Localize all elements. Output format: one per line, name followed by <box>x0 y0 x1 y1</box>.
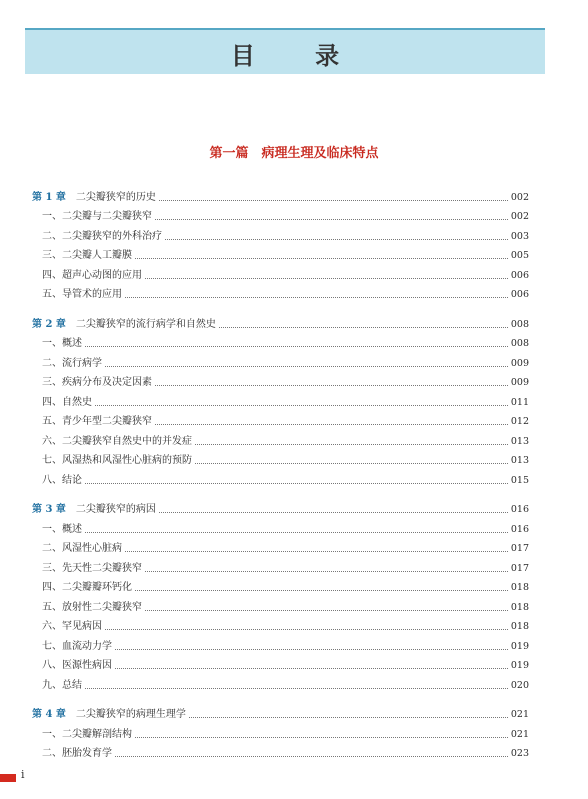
chapter-number: 第 2 章 <box>32 318 66 330</box>
section-page-number: 019 <box>510 660 529 671</box>
section-title: 四、自然史 <box>42 396 92 408</box>
dot-leader <box>145 570 508 572</box>
dot-leader <box>145 609 508 611</box>
section-page-number: 016 <box>510 523 529 535</box>
section-page-number: 018 <box>510 601 529 613</box>
toc-section-entry[interactable] <box>32 741 529 761</box>
chapter-page-number: 002 <box>510 191 529 203</box>
toc-section-entry[interactable] <box>32 204 529 224</box>
section-page-number: 018 <box>510 582 529 593</box>
section-title: 九、总结 <box>42 679 82 691</box>
chapter-number: 第 3 章 <box>32 504 66 515</box>
toc-section-entry[interactable] <box>32 575 529 595</box>
dot-leader <box>155 218 508 220</box>
toc-chapter-block <box>32 311 529 487</box>
toc-section-entry[interactable] <box>32 448 529 468</box>
section-title: 六、二尖瓣狭窄自然史中的并发症 <box>42 435 192 447</box>
section-title: 一、概述 <box>42 523 82 535</box>
chapter-page-number: 008 <box>510 318 529 330</box>
footer-page-number: i <box>21 768 25 781</box>
section-page-number: 015 <box>510 474 529 486</box>
section-title: 四、二尖瓣瓣环钙化 <box>42 582 132 593</box>
section-title: 五、导管术的应用 <box>42 289 122 300</box>
section-title: 八、结论 <box>42 474 82 486</box>
section-page-number: 020 <box>510 679 529 691</box>
toc-section-entry[interactable] <box>32 467 529 487</box>
dot-leader <box>115 755 508 757</box>
section-title: 一、二尖瓣与二尖瓣狭窄 <box>42 211 152 222</box>
toc-section-entry[interactable] <box>32 262 529 282</box>
toc-section-entry[interactable] <box>32 516 529 536</box>
section-title: 七、血流动力学 <box>42 640 112 652</box>
dot-leader <box>195 462 508 464</box>
dot-leader <box>155 423 508 425</box>
dot-leader <box>219 326 508 328</box>
section-title: 四、超声心动图的应用 <box>42 269 142 281</box>
toc-chapter-block <box>32 184 529 301</box>
chapter-title: 二尖瓣狭窄的病理生理学 <box>75 709 186 720</box>
dot-leader <box>85 482 508 484</box>
section-page-number: 013 <box>510 455 529 466</box>
dot-leader <box>115 667 508 669</box>
section-page-number: 013 <box>510 435 529 447</box>
toc-chapter-entry[interactable] <box>32 702 529 722</box>
chapter-heading <box>32 192 156 204</box>
section-page-number: 008 <box>510 338 529 349</box>
chapter-heading <box>32 504 156 516</box>
section-title: 二、流行病学 <box>42 357 102 369</box>
section-title: 六、罕见病因 <box>42 621 102 632</box>
part-title: 第一篇 病理生理及临床特点 <box>209 146 379 161</box>
dot-leader <box>165 238 508 240</box>
chapter-title: 二尖瓣狭窄的病因 <box>75 504 156 515</box>
section-title: 一、概述 <box>42 338 82 349</box>
table-of-contents <box>32 184 529 770</box>
toc-section-entry[interactable] <box>32 409 529 429</box>
dot-leader <box>85 531 508 533</box>
dot-leader <box>105 628 508 630</box>
toc-chapter-entry[interactable] <box>32 497 529 517</box>
dot-leader <box>85 345 508 347</box>
dot-leader <box>195 443 508 445</box>
toc-section-entry[interactable] <box>32 370 529 390</box>
toc-section-entry[interactable] <box>32 428 529 448</box>
section-page-number: 002 <box>510 211 529 222</box>
section-title: 二、胚胎发育学 <box>42 748 112 759</box>
dot-leader <box>135 257 508 259</box>
dot-leader <box>155 384 508 386</box>
toc-chapter-entry[interactable] <box>32 184 529 204</box>
section-page-number: 017 <box>510 562 529 574</box>
toc-section-entry[interactable] <box>32 389 529 409</box>
section-page-number: 005 <box>510 250 529 261</box>
dot-leader <box>115 648 508 650</box>
section-title: 五、放射性二尖瓣狭窄 <box>42 601 142 613</box>
toc-section-entry[interactable] <box>32 243 529 263</box>
section-title: 三、二尖瓣人工瓣膜 <box>42 250 132 261</box>
chapter-page-number: 021 <box>510 709 529 720</box>
toc-section-entry[interactable] <box>32 282 529 302</box>
section-page-number: 012 <box>510 416 529 427</box>
toc-section-entry[interactable] <box>32 555 529 575</box>
chapter-number: 第 1 章 <box>32 191 66 203</box>
toc-section-entry[interactable] <box>32 223 529 243</box>
section-page-number: 009 <box>510 377 529 388</box>
dot-leader <box>159 199 508 201</box>
chapter-heading <box>32 319 216 331</box>
dot-leader <box>95 404 508 406</box>
chapter-heading <box>32 709 186 721</box>
dot-leader <box>135 589 508 591</box>
section-title: 一、二尖瓣解剖结构 <box>42 728 132 740</box>
page-title: 目 录 <box>230 41 366 70</box>
toc-section-entry[interactable] <box>32 331 529 351</box>
chapter-number: 第 4 章 <box>32 709 66 720</box>
toc-chapter-block <box>32 497 529 692</box>
toc-header-band <box>25 28 545 74</box>
dot-leader <box>105 365 508 367</box>
section-page-number: 017 <box>510 543 529 554</box>
dot-leader <box>189 716 508 718</box>
section-page-number: 003 <box>510 230 529 242</box>
toc-section-entry[interactable] <box>32 672 529 692</box>
section-title: 二、二尖瓣狭窄的外科治疗 <box>42 230 162 242</box>
dot-leader <box>159 511 508 513</box>
section-title: 三、先天性二尖瓣狭窄 <box>42 562 142 574</box>
toc-section-entry[interactable] <box>32 594 529 614</box>
dot-leader <box>125 550 508 552</box>
dot-leader <box>145 277 508 279</box>
section-page-number: 018 <box>510 621 529 632</box>
section-page-number: 021 <box>510 728 529 740</box>
section-title: 八、医源性病因 <box>42 660 112 671</box>
section-page-number: 023 <box>510 748 529 759</box>
toc-section-entry[interactable] <box>32 633 529 653</box>
section-title: 二、风湿性心脏病 <box>42 543 122 554</box>
chapter-title: 二尖瓣狭窄的流行病学和自然史 <box>75 318 216 330</box>
toc-section-entry[interactable] <box>32 721 529 741</box>
section-page-number: 011 <box>510 396 529 408</box>
chapter-title: 二尖瓣狭窄的历史 <box>75 191 156 203</box>
section-page-number: 006 <box>510 289 529 300</box>
section-title: 三、疾病分布及决定因素 <box>42 377 152 388</box>
chapter-page-number: 016 <box>510 504 529 515</box>
section-title: 五、青少年型二尖瓣狭窄 <box>42 416 152 427</box>
toc-section-entry[interactable] <box>32 614 529 634</box>
dot-leader <box>125 296 508 298</box>
toc-chapter-block <box>32 702 529 761</box>
section-title: 七、风湿热和风湿性心脏病的预防 <box>42 455 192 466</box>
section-page-number: 009 <box>510 357 529 369</box>
toc-section-entry[interactable] <box>32 536 529 556</box>
dot-leader <box>135 736 508 738</box>
footer-accent-bar <box>0 774 16 782</box>
dot-leader <box>85 687 508 689</box>
section-page-number: 006 <box>510 269 529 281</box>
toc-section-entry[interactable] <box>32 653 529 673</box>
toc-section-entry[interactable] <box>32 350 529 370</box>
section-page-number: 019 <box>510 640 529 652</box>
toc-chapter-entry[interactable] <box>32 311 529 331</box>
